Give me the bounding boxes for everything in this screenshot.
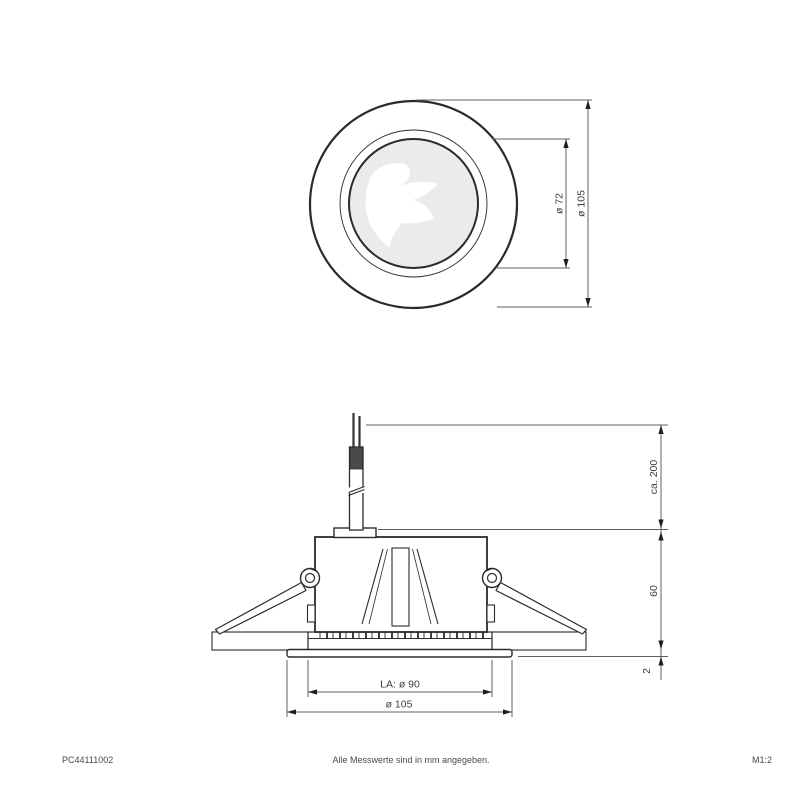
dim-label-trim-thickness: 2 bbox=[641, 668, 653, 674]
connection-cable bbox=[334, 413, 376, 538]
clip-arm bbox=[496, 583, 587, 635]
arrowhead bbox=[563, 259, 568, 268]
measurement-note: Alle Messwerte sind in mm angegeben. bbox=[332, 755, 490, 765]
spring-clip-right bbox=[483, 569, 587, 635]
arrowhead bbox=[658, 532, 663, 541]
dim-label-recess-depth: 60 bbox=[648, 585, 660, 597]
trim-plate bbox=[287, 650, 512, 658]
side-tab-right bbox=[487, 605, 495, 622]
top-view bbox=[310, 100, 592, 308]
arrowhead bbox=[503, 709, 512, 714]
dim-label-cable-length: ca. 200 bbox=[648, 459, 660, 495]
dimension-cutout-diameter bbox=[308, 660, 492, 697]
arrowhead bbox=[287, 709, 296, 714]
ceiling-section-right bbox=[492, 632, 586, 650]
dim-label-side-outer-diameter: ø 105 bbox=[385, 698, 413, 711]
cable-sleeve bbox=[350, 447, 363, 469]
dim-label-inner-diameter: ø 72 bbox=[553, 192, 566, 215]
arrowhead bbox=[658, 520, 663, 529]
dim-label-outer-diameter: ø 105 bbox=[575, 190, 588, 217]
fin-teeth-row bbox=[315, 632, 487, 639]
drawing-scale: M1:2 bbox=[751, 755, 772, 765]
arrowhead bbox=[563, 139, 568, 148]
title-block bbox=[62, 755, 772, 765]
clip-loop-inner bbox=[306, 574, 315, 583]
side-tab-left bbox=[308, 605, 316, 622]
led-module-post bbox=[392, 548, 409, 626]
arrowhead bbox=[308, 689, 317, 694]
spring-clip-left bbox=[216, 569, 320, 635]
arrowhead bbox=[658, 657, 663, 666]
arrowhead bbox=[585, 298, 590, 307]
dim-label-cutout: LA: ø 90 bbox=[380, 678, 420, 691]
arrowhead bbox=[658, 425, 663, 434]
arrowhead bbox=[658, 641, 663, 650]
article-number: PC44111002 bbox=[62, 755, 114, 765]
arrowhead bbox=[585, 100, 590, 109]
clip-loop-inner bbox=[488, 574, 497, 583]
clip-arm bbox=[216, 583, 307, 635]
ceiling-section-left bbox=[212, 632, 308, 650]
arrowhead bbox=[483, 689, 492, 694]
side-view bbox=[212, 413, 668, 717]
